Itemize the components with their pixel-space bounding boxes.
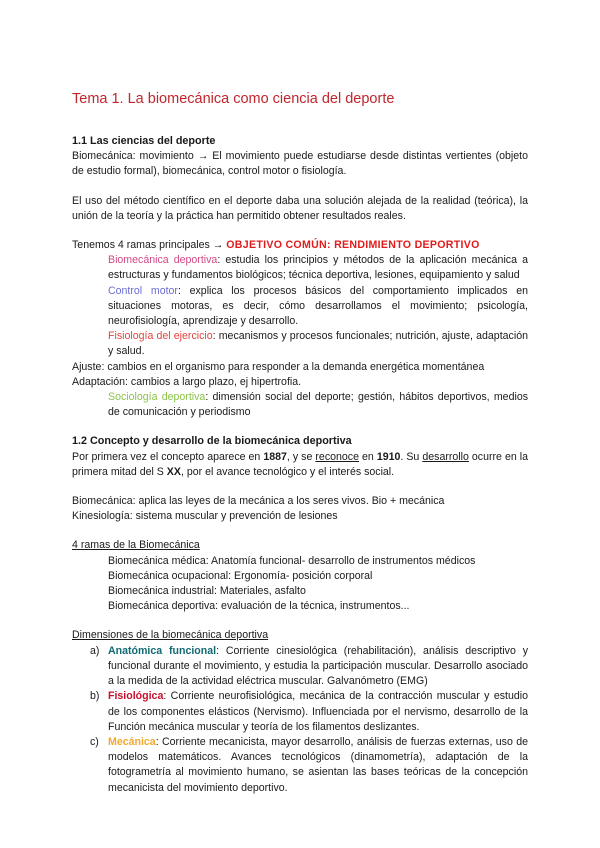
rama-name: Control motor	[108, 284, 178, 297]
dimension-name: Anatómica funcional	[108, 644, 217, 657]
list-item: Biomecánica industrial: Materiales, asfalto	[108, 585, 306, 598]
ramas-intro-text: Tenemos 4 ramas principales →	[72, 239, 227, 252]
desarrollo-underlined: desarrollo	[422, 450, 469, 463]
dimensiones-list	[72, 644, 528, 796]
list-item: Biomecánica médica: Anatomía funcional- desarrollo de instrumentos médicos	[108, 554, 476, 567]
dimension-name: Mecánica	[108, 735, 156, 748]
dimension-name: Fisiológica	[108, 690, 164, 703]
rama-text: : dimensión social del deporte; gestión, hábitos deportivos, medios de comunicación y periodismo	[108, 391, 529, 419]
dimension-anatomica	[72, 644, 528, 690]
section-1-2-heading: 1.2 Concepto y desarrollo de la biomecánica deportiva	[72, 435, 352, 448]
paragraph-biomecanica-movimiento: Biomecánica: movimiento → El movimiento puede estudiarse desde distintas vertientes (objeto de estudio formal), biomecánica, control motor o fisiología.	[72, 150, 528, 178]
dimensiones-title: Dimensiones de la biomecánica deportiva	[72, 629, 269, 642]
rama-text: : estudia los principios y métodos de la aplicación mecánica a estructuras y fundamentos biológicos; técnica deportiva, lesiones, equipamiento y salud	[108, 254, 528, 282]
text-fragment: , y se	[286, 450, 316, 463]
list-marker: b)	[90, 690, 100, 703]
kinesiologia-definition: Kinesiología: sistema muscular y prevención de lesiones	[72, 510, 338, 523]
text-fragment: ocurre en la primera mitad del S	[72, 450, 529, 478]
dimension-fisiologica	[72, 689, 528, 735]
list-marker: a)	[90, 644, 100, 657]
biomecanica-definition: Biomecánica: aplica las leyes de la mecánica a los seres vivos. Bio + mecánica	[72, 495, 445, 508]
paragraph-historia	[72, 450, 528, 480]
dimension-text: : Corriente neurofisiológica, mecánica de la contracción muscular y estudio de los componentes elásticos (Nervismo). Influenciada por el nervismo, desarrollo de la Función mecánica muscular y teoría de los filamentos deslizantes.	[108, 690, 528, 733]
list-item: Biomecánica ocupacional: Ergonomía- posición corporal	[108, 569, 373, 582]
objetivo-comun: OBJETIVO COMÚN: RENDIMIENTO DEPORTIVO	[226, 239, 480, 252]
year-1887: 1887	[263, 450, 287, 463]
text-fragment: . Su	[400, 450, 423, 463]
page-title: Tema 1. La biomecánica como ciencia del deporte	[72, 91, 395, 107]
rama-name: Sociología deportiva	[108, 391, 206, 404]
dimension-text: : Corriente cinesiológica (rehabilitación), análisis descriptivo y funcional durante el movimiento, y estudia la participación muscular. Desarrollo asociado a la medida de la actividad eléctrica muscular. Galvanómetro (EMG)	[108, 644, 529, 688]
reconoce-underlined: reconoce	[315, 450, 359, 463]
year-1910: 1910	[376, 450, 401, 463]
adaptacion-definition: Adaptación: cambios a largo plazo, ej hipertrofia.	[72, 375, 302, 388]
rama-text: : mecanismos y procesos funcionales; nutrición, ajuste, adaptación y salud.	[108, 330, 528, 358]
text-fragment: en	[359, 450, 377, 463]
rama-fisiologia-ejercicio	[72, 329, 528, 359]
rama-text: : explica los procesos básicos del comportamiento implicados en situaciones motoras, es decir, cómo desarrollamos el movimiento; psicología, neurofisiología, aprendizaje y desarrollo.	[108, 284, 528, 328]
list-marker: c)	[90, 735, 99, 748]
rama-name: Fisiología del ejercicio	[108, 330, 213, 343]
section-1-1-heading: 1.1 Las ciencias del deporte	[72, 135, 216, 147]
rama-control-motor	[72, 284, 528, 330]
ajuste-definition: Ajuste: cambios en el organismo para responder a la demanda energética momentánea	[72, 360, 485, 373]
text-fragment: Por primera vez el concepto aparece en	[72, 450, 264, 463]
list-item: Biomecánica deportiva: evaluación de la técnica, instrumentos...	[108, 600, 410, 613]
dimension-text: : Corriente mecanicista, mayor desarrollo, análisis de fuerzas externas, uso de modelos matemáticos. Avances tecnológicos (dinamometría), adaptación de la fotogrametría al movimiento humano, se asientan las bases teóricas de la concepción mecanicista del movimiento deportivo.	[108, 735, 528, 794]
text-fragment: , por el avance tecnológico y el interés social.	[180, 465, 395, 478]
rama-sociologia-deportiva	[72, 390, 528, 420]
rama-name: Biomecánica deportiva	[108, 254, 218, 267]
ramas-biomecanica-title: 4 ramas de la Biomecánica	[72, 539, 200, 552]
ramas-intro-line	[72, 238, 528, 253]
paragraph-metodo-cientifico: El uso del método científico en el deporte daba una solución alejada de la realidad (teórica), la unión de la teoría y la práctica han permitido obtener resultados reales.	[72, 194, 528, 222]
rama-biomecanica-deportiva	[72, 253, 528, 283]
dimension-mecanica	[72, 735, 528, 796]
siglo-xx: XX	[166, 465, 181, 478]
